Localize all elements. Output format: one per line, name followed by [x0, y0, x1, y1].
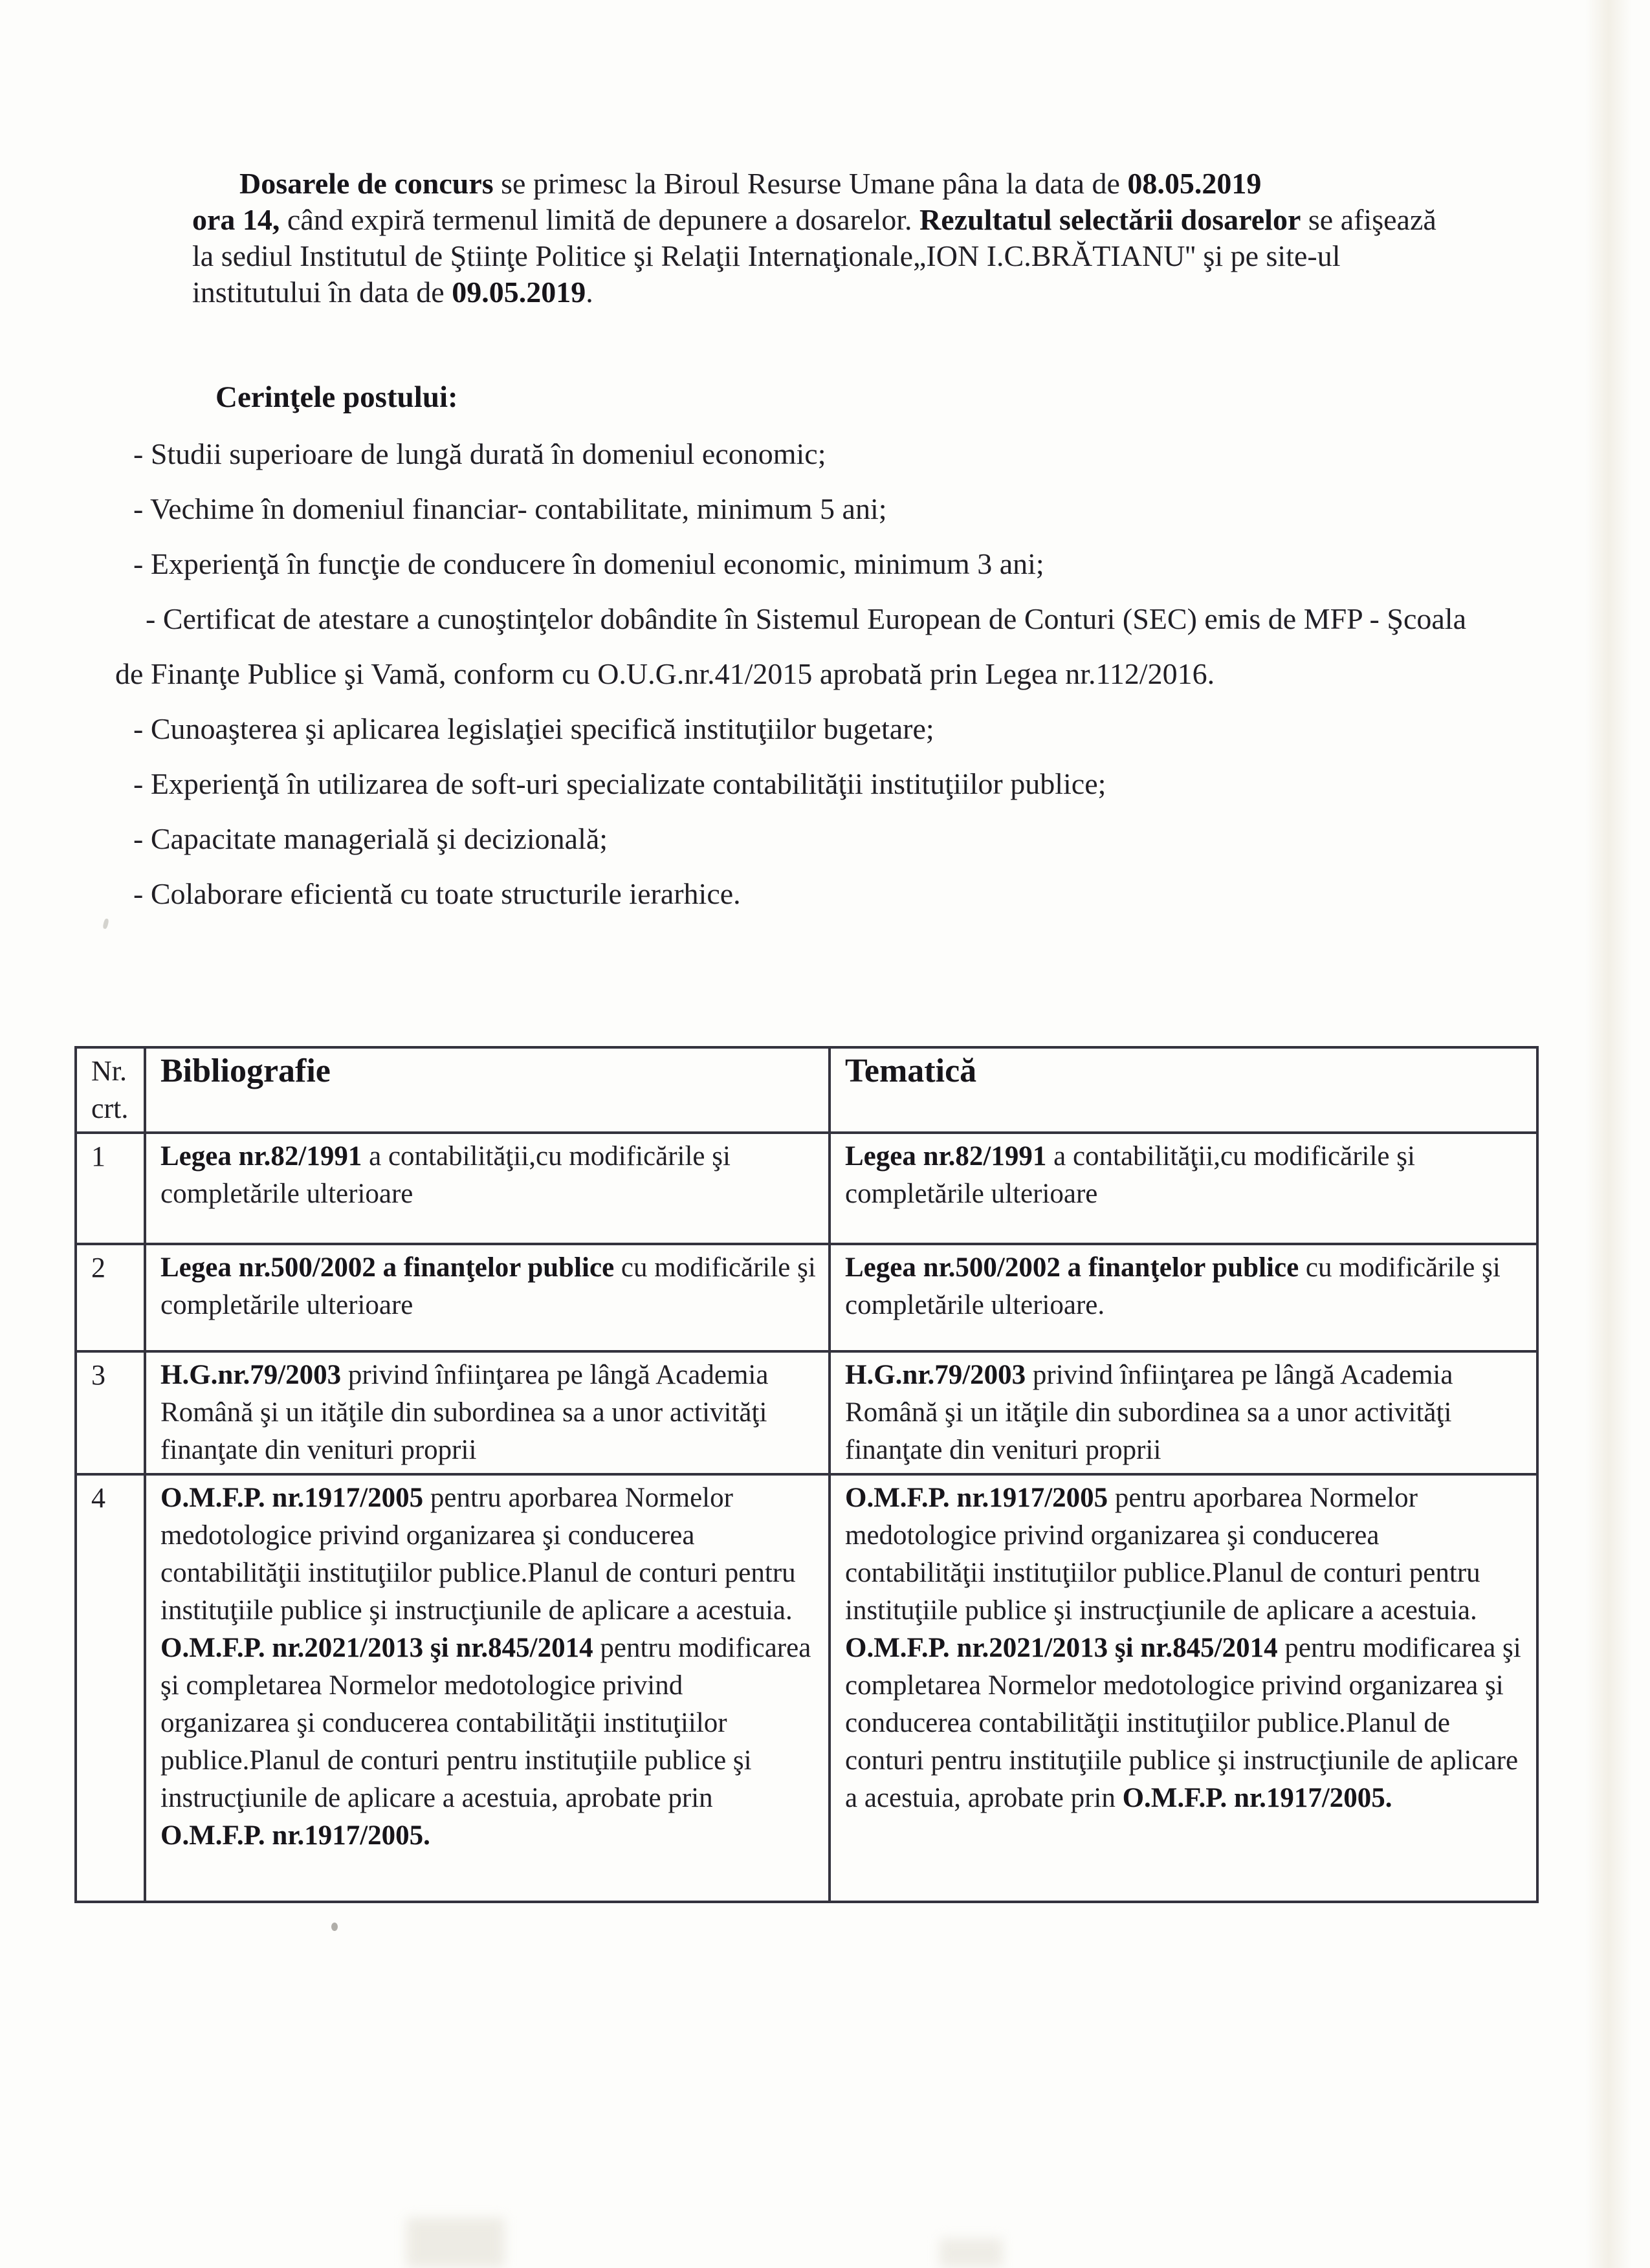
requirement-item — [115, 481, 1590, 536]
tematica-cell — [830, 1244, 1537, 1351]
text-segment: a contabilităţii,cu modificările şi completările ulterioare — [845, 1141, 1415, 1209]
text-segment: . — [586, 276, 593, 309]
requirement-item — [115, 811, 1590, 866]
scan-speck — [102, 918, 109, 929]
text-segment: pentru modificarea şi completarea Normelor medotologice privind organizarea şi conducerea contabilităţii instituţiilor publice.Planul de conturi pentru instituţiile publice şi instrucţiunile de aplicare a acestuia, aprobate prin — [845, 1633, 1521, 1813]
bibliografie-cell — [145, 1474, 830, 1902]
requirement-item — [115, 536, 1590, 591]
scan-smudge — [940, 2238, 1003, 2268]
bold-text-segment: Rezultatul selectării dosarelor — [919, 203, 1301, 236]
tematica-cell — [830, 1133, 1537, 1244]
requirements-heading: Cerinţele postului: — [215, 380, 458, 414]
bold-text-segment: O.M.F.P. nr.2021/2013 şi nr.845/2014 — [160, 1633, 593, 1663]
bold-text-segment: 09.05.2019 — [452, 276, 586, 309]
text-segment: cu modificările şi completările ulterioare. — [845, 1252, 1501, 1320]
text-paragraph — [160, 1138, 818, 1213]
text-segment: la sediul Institutul de Ştiinţe Politice şi Relaţii Internaţionale„ION I.C.BRĂTIANU'' şi pe site-ul — [192, 239, 1341, 272]
requirement-line: - Cunoaşterea şi aplicarea legislaţiei specifică instituţiilor bugetare; — [133, 712, 934, 745]
requirement-line: - Capacitate managerială şi decizională; — [133, 822, 608, 855]
text-paragraph — [192, 202, 1557, 238]
bold-text-segment: O.M.F.P. nr.1917/2005. — [1122, 1783, 1392, 1813]
header-nr-line1: Nr. — [91, 1055, 127, 1087]
tematica-cell — [830, 1351, 1537, 1474]
text-paragraph — [192, 274, 1557, 311]
text-paragraph — [160, 1249, 818, 1324]
bibliografie-cell — [145, 1244, 830, 1351]
text-paragraph — [192, 166, 1557, 202]
table-header-bibliografie: Bibliografie — [145, 1047, 830, 1133]
text-segment: când expiră termenul limită de depunere a dosarelor. — [280, 203, 920, 236]
requirement-item — [115, 756, 1590, 811]
text-segment: pentru aporbarea Normelor medotologice privind organizarea şi conducerea contabilităţii instituţiilor publice.Planul de conturi pentru instituţiile publice şi instrucţiunile de aplicare a acestuia. — [845, 1483, 1480, 1626]
text-paragraph — [845, 1138, 1526, 1213]
tematica-cell — [830, 1474, 1537, 1902]
row-number-cell: 2 — [76, 1244, 145, 1351]
text-paragraph — [845, 1357, 1526, 1469]
bold-text-segment: 08.05.2019 — [1127, 167, 1262, 200]
text-paragraph — [160, 1357, 818, 1469]
bibliografie-cell — [145, 1351, 830, 1474]
requirement-item — [115, 426, 1590, 481]
requirement-line: de Finanţe Publice şi Vamă, conform cu O.U.G.nr.41/2015 aprobată prin Legea nr.112/2016. — [115, 657, 1215, 690]
table-header-nr — [76, 1047, 145, 1133]
requirement-line: - Studii superioare de lungă durată în domeniul economic; — [133, 437, 826, 470]
text-segment: se primesc la Biroul Resurse Umane pâna la data de — [493, 167, 1128, 200]
header-nr-line2: crt. — [91, 1093, 129, 1124]
bold-text-segment: H.G.nr.79/2003 — [845, 1360, 1026, 1390]
text-segment: a contabilităţii,cu modificările şi completările ulterioare — [160, 1141, 731, 1209]
bold-text-segment: Dosarele de concurs — [239, 167, 494, 200]
bold-text-segment: O.M.F.P. nr.1917/2005. — [160, 1820, 430, 1851]
requirement-item — [115, 701, 1590, 756]
requirement-line: - Colaborare eficientă cu toate structurile ierarhice. — [133, 877, 741, 910]
bold-text-segment: Legea nr.500/2002 a finanţelor publice — [160, 1252, 615, 1283]
row-number-cell: 3 — [76, 1351, 145, 1474]
requirement-item — [115, 866, 1590, 921]
text-paragraph — [160, 1630, 818, 1855]
bold-text-segment: Legea nr.82/1991 — [845, 1141, 1047, 1172]
requirement-line: - Vechime în domeniul financiar- contabilitate, minimum 5 ani; — [133, 492, 887, 525]
requirements-list — [115, 426, 1590, 921]
text-paragraph — [192, 238, 1557, 274]
text-segment: cu modificările şi completările ulterioare — [160, 1252, 816, 1320]
text-paragraph — [845, 1630, 1526, 1817]
scan-edge-shading — [1585, 0, 1632, 2268]
text-segment: se afişează — [1301, 203, 1436, 236]
text-segment: privind înfiinţarea pe lângă Academia Română şi un ităţile din subordinea sa a unor activităţi finanţate din venituri proprii — [160, 1360, 769, 1465]
bibliography-table — [74, 1046, 1539, 1903]
bold-text-segment: Legea nr.82/1991 — [160, 1141, 362, 1172]
table-row — [76, 1351, 1537, 1474]
bold-text-segment: O.M.F.P. nr.1917/2005 — [160, 1483, 424, 1513]
requirement-line: - Experienţă în funcţie de conducere în domeniul economic, minimum 3 ani; — [133, 547, 1044, 580]
text-segment: privind înfiinţarea pe lângă Academia Română şi un ităţile din subordinea sa a unor activităţi finanţate din venituri proprii — [845, 1360, 1453, 1465]
requirement-line: - Experienţă în utilizarea de soft-uri specializate contabilităţii instituţiilor publice; — [133, 767, 1106, 800]
scan-speck — [331, 1923, 338, 1931]
table-header-row — [76, 1047, 1537, 1133]
text-segment: pentru aporbarea Normelor medotologice privind organizarea şi conducerea contabilităţii instituţiilor publice.Planul de conturi pentru instituţiile publice şi instrucţiunile de aplicare a acestuia. — [160, 1483, 796, 1626]
scan-smudge — [406, 2218, 505, 2268]
requirement-line: - Certificat de atestare a cunoştinţelor dobândite în Sistemul European de Conturi (SEC) emis de MFP - Şcoala — [146, 602, 1466, 635]
text-segment: institutului în data de — [192, 276, 452, 309]
row-number-cell: 4 — [76, 1474, 145, 1902]
table-body — [76, 1133, 1537, 1902]
bold-text-segment: H.G.nr.79/2003 — [160, 1360, 342, 1390]
text-segment: pentru modificarea şi completarea Normelor medotologice privind organizarea şi conducerea contabilităţii instituţiilor publice.Planul de conturi pentru instituţiile publice şi instrucţiunile de aplicare a acestuia, aprobate prin — [160, 1633, 811, 1813]
bold-text-segment: Legea nr.500/2002 a finanţelor publice — [845, 1252, 1299, 1283]
bold-text-segment: O.M.F.P. nr.2021/2013 şi nr.845/2014 — [845, 1633, 1278, 1663]
text-paragraph — [845, 1249, 1526, 1324]
requirement-item — [115, 591, 1590, 701]
row-number-cell: 1 — [76, 1133, 145, 1244]
table-row — [76, 1244, 1537, 1351]
table-row — [76, 1474, 1537, 1902]
text-paragraph — [845, 1479, 1526, 1630]
bold-text-segment: O.M.F.P. nr.1917/2005 — [845, 1483, 1108, 1513]
text-paragraph — [160, 1479, 818, 1630]
table-header-tematica: Tematică — [830, 1047, 1537, 1133]
bold-text-segment: ora 14, — [192, 203, 280, 236]
bibliografie-cell — [145, 1133, 830, 1244]
intro-paragraph — [192, 166, 1557, 311]
table-row — [76, 1133, 1537, 1244]
